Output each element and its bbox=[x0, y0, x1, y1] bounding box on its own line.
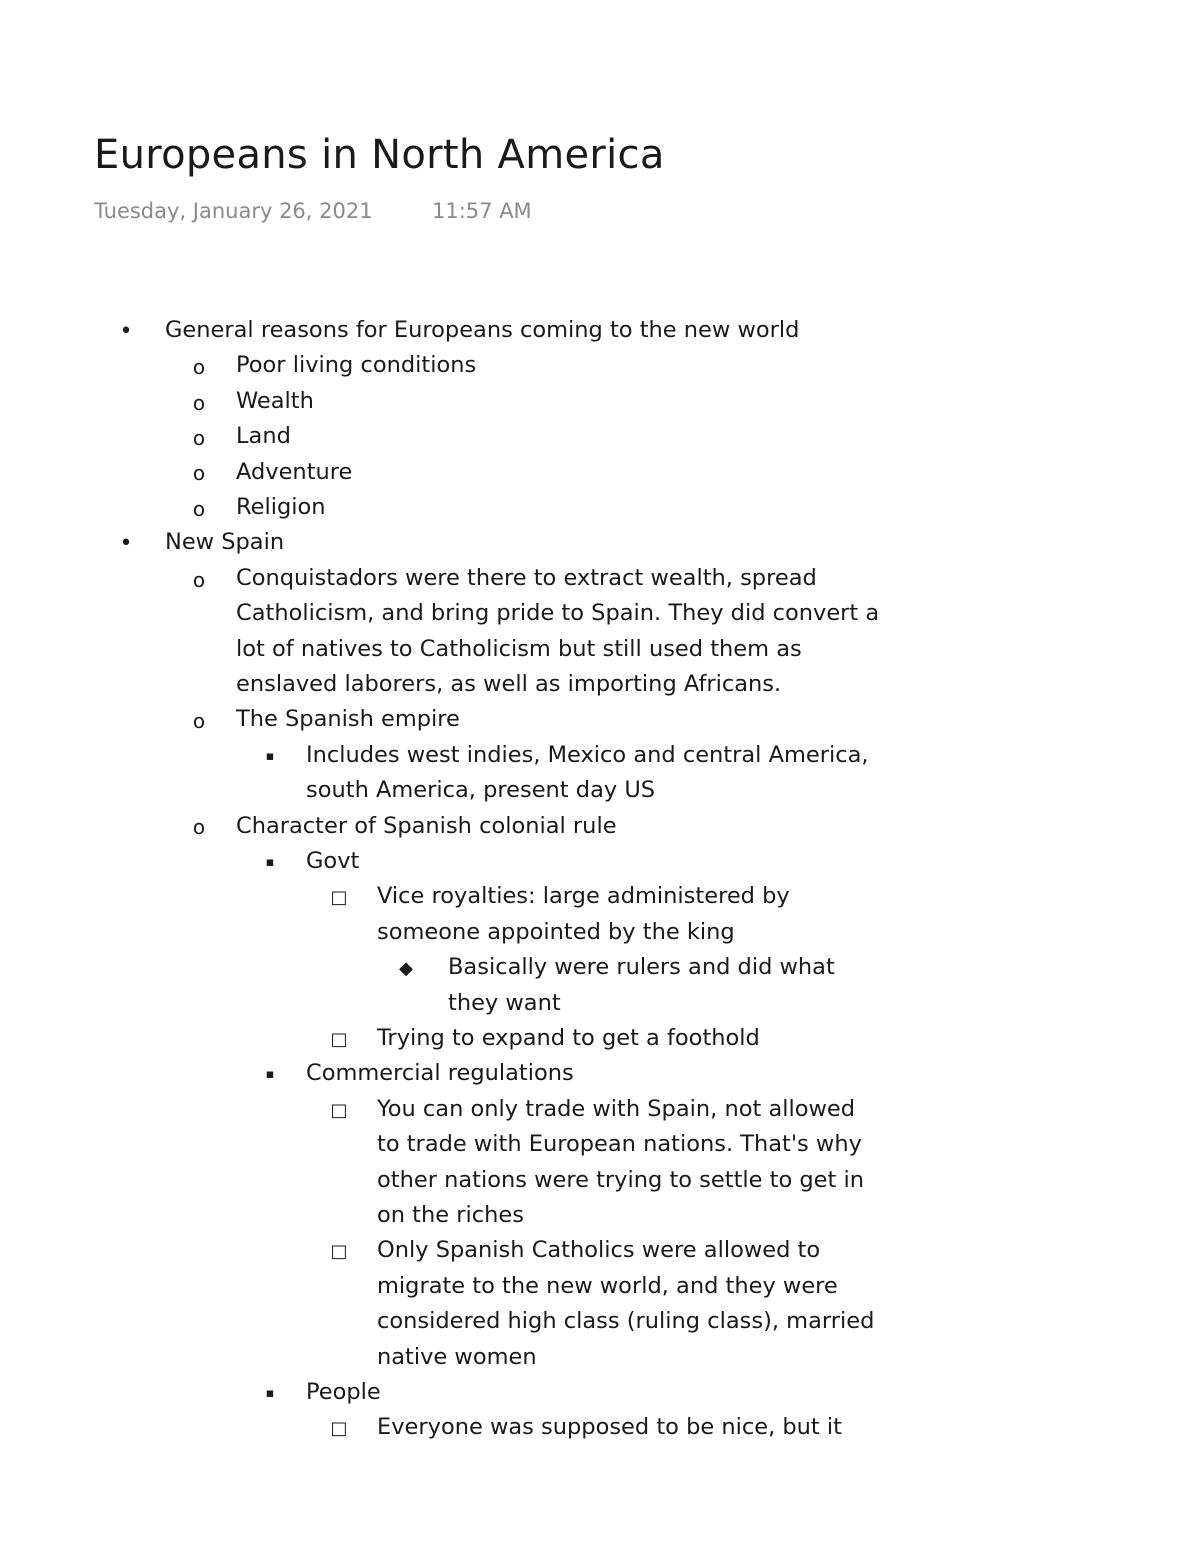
bullet-circle-icon: o bbox=[192, 425, 206, 450]
outline-line: Vice royalties: large administered by bbox=[377, 883, 790, 910]
bullet-circle-icon: o bbox=[192, 496, 206, 521]
outline-line: Basically were rulers and did what bbox=[448, 954, 835, 981]
outline-line: Trying to expand to get a foothold bbox=[377, 1025, 760, 1051]
outline-line: south America, present day US bbox=[306, 777, 656, 804]
outline-line: Includes west indies, Mexico and central America, bbox=[306, 741, 869, 768]
outline-line: other nations were trying to settle to get in bbox=[377, 1166, 864, 1193]
outline-line: Only Spanish Catholics were allowed to bbox=[377, 1237, 821, 1264]
outline-line: Wealth bbox=[236, 387, 314, 414]
outline-line: You can only trade with Spain, not allowed bbox=[377, 1095, 856, 1122]
bullet-box-icon: □ bbox=[330, 1241, 348, 1263]
outline-line: lot of natives to Catholicism but still used them as bbox=[236, 635, 802, 662]
outline-line: General reasons for Europeans coming to the new world bbox=[165, 317, 800, 343]
outline-line: considered high class (ruling class), married bbox=[377, 1308, 875, 1335]
bullet-circle-icon: o bbox=[192, 461, 206, 486]
outline-line: Catholicism, and bring pride to Spain. They did convert a bbox=[236, 600, 880, 627]
outline-line: Poor living conditions bbox=[236, 352, 477, 379]
bullet-box-icon: □ bbox=[330, 1099, 348, 1121]
outline-line: Adventure bbox=[236, 458, 353, 485]
bullet-diamond-icon: ◆ bbox=[399, 957, 413, 979]
outline-line: Conquistadors were there to extract wealth, spread bbox=[236, 564, 817, 591]
outline-line: Religion bbox=[236, 494, 326, 520]
outline-line: they want bbox=[448, 989, 561, 1016]
outline-line: migrate to the new world, and they were bbox=[377, 1272, 838, 1299]
bullet-box-icon: □ bbox=[330, 1418, 348, 1440]
outline-line: Everyone was supposed to be nice, but it bbox=[377, 1414, 842, 1441]
bullet-dot-icon: • bbox=[119, 318, 133, 344]
bullet-circle-icon: o bbox=[192, 355, 206, 380]
outline-line: on the riches bbox=[377, 1202, 524, 1228]
outline-line: People bbox=[306, 1379, 381, 1405]
outline-line: The Spanish empire bbox=[236, 706, 460, 733]
outline-line: Land bbox=[236, 423, 291, 450]
outline-line: enslaved laborers, as well as importing Africans. bbox=[236, 671, 782, 697]
outline-line: New Spain bbox=[165, 529, 285, 556]
outline-line: to trade with European nations. That's why bbox=[377, 1131, 862, 1158]
bullet-circle-icon: o bbox=[192, 390, 206, 415]
outline-line: Character of Spanish colonial rule bbox=[236, 812, 617, 839]
bullet-circle-icon: o bbox=[192, 709, 206, 734]
bullet-box-icon: □ bbox=[330, 887, 348, 909]
bullet-box-icon: □ bbox=[330, 1028, 348, 1050]
outline-line: Commercial regulations bbox=[306, 1060, 574, 1087]
bullet-dot-icon: • bbox=[119, 531, 133, 557]
bullet-circle-icon: o bbox=[192, 815, 206, 840]
bullet-square-icon: ▪ bbox=[265, 1067, 275, 1083]
note-date: Tuesday, January 26, 2021 bbox=[94, 199, 373, 223]
note-time: 11:57 AM bbox=[432, 199, 532, 223]
bullet-square-icon: ▪ bbox=[265, 854, 275, 870]
bullet-square-icon: ▪ bbox=[265, 748, 275, 764]
bullet-circle-icon: o bbox=[192, 567, 206, 592]
outline-line: someone appointed by the king bbox=[377, 918, 735, 945]
outline-line: native women bbox=[377, 1343, 537, 1370]
outline-line: Govt bbox=[306, 848, 360, 874]
page-title: Europeans in North America bbox=[94, 132, 665, 178]
bullet-square-icon: ▪ bbox=[265, 1385, 275, 1401]
